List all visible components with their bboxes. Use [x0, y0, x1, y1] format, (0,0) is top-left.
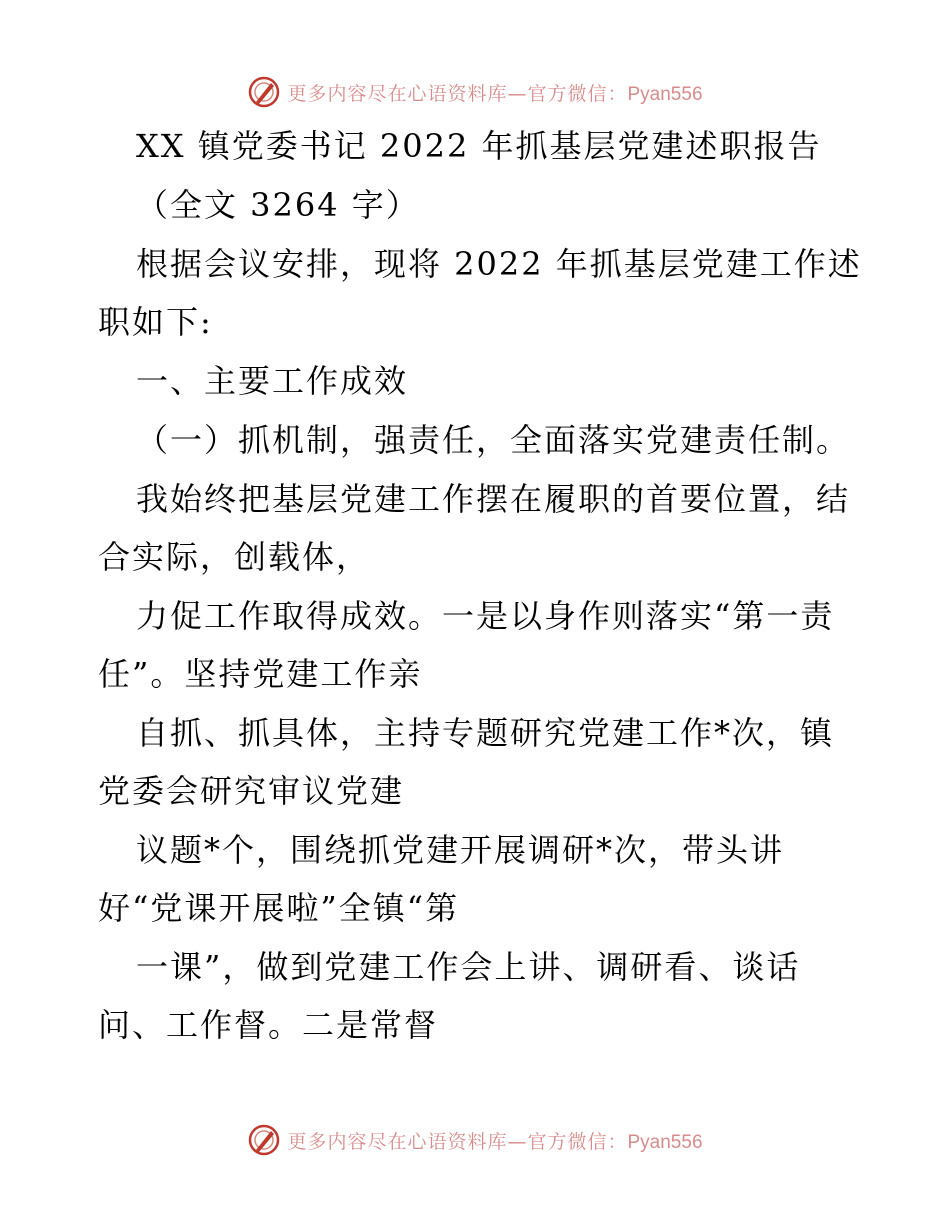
quill-logo-icon [247, 1123, 281, 1157]
paragraph-line: 议题*个，围绕抓党建开展调研*次，带头讲 [136, 831, 785, 869]
document-title: XX 镇党委书记 2022 年抓基层党建述职报告 [136, 127, 822, 165]
paragraph-line: 一课”，做到党建工作会上讲、调研看、谈话 [136, 948, 801, 986]
paragraph-line: 职如下: [98, 303, 213, 341]
quill-logo-icon [247, 75, 281, 109]
watermark-text: 更多内容尽在心语资料库—官方微信：Pyan556 [287, 82, 703, 105]
subsection-heading: （一）抓机制，强责任，全面落实党建责任制。 [136, 421, 851, 459]
section-heading: 一、主要工作成效 [136, 362, 409, 400]
header-watermark [0, 72, 950, 112]
paragraph-line: 问、工作督。二是常督 [98, 1006, 439, 1044]
paragraph-line: 力促工作取得成效。一是以身作则落实“第一责 [136, 597, 835, 635]
paragraph-line: 根据会议安排，现将 2022 年抓基层党建工作述 [136, 245, 862, 283]
paragraph-line: 好“党课开展啦”全镇“第 [98, 889, 460, 927]
watermark-text: 更多内容尽在心语资料库—官方微信：Pyan556 [287, 1130, 703, 1153]
paragraph-line: 党委会研究审议党建 [98, 772, 405, 810]
paragraph-line: 任”。坚持党建工作亲 [98, 655, 423, 693]
paragraph-line: 自抓、抓具体，主持专题研究党建工作*次，镇 [136, 714, 835, 752]
footer-watermark [0, 1120, 950, 1160]
document-word-count: （全文 3264 字） [136, 186, 420, 224]
paragraph-line: 合实际，创载体， [98, 538, 371, 576]
paragraph-line: 我始终把基层党建工作摆在履职的首要位置，结 [136, 480, 851, 518]
